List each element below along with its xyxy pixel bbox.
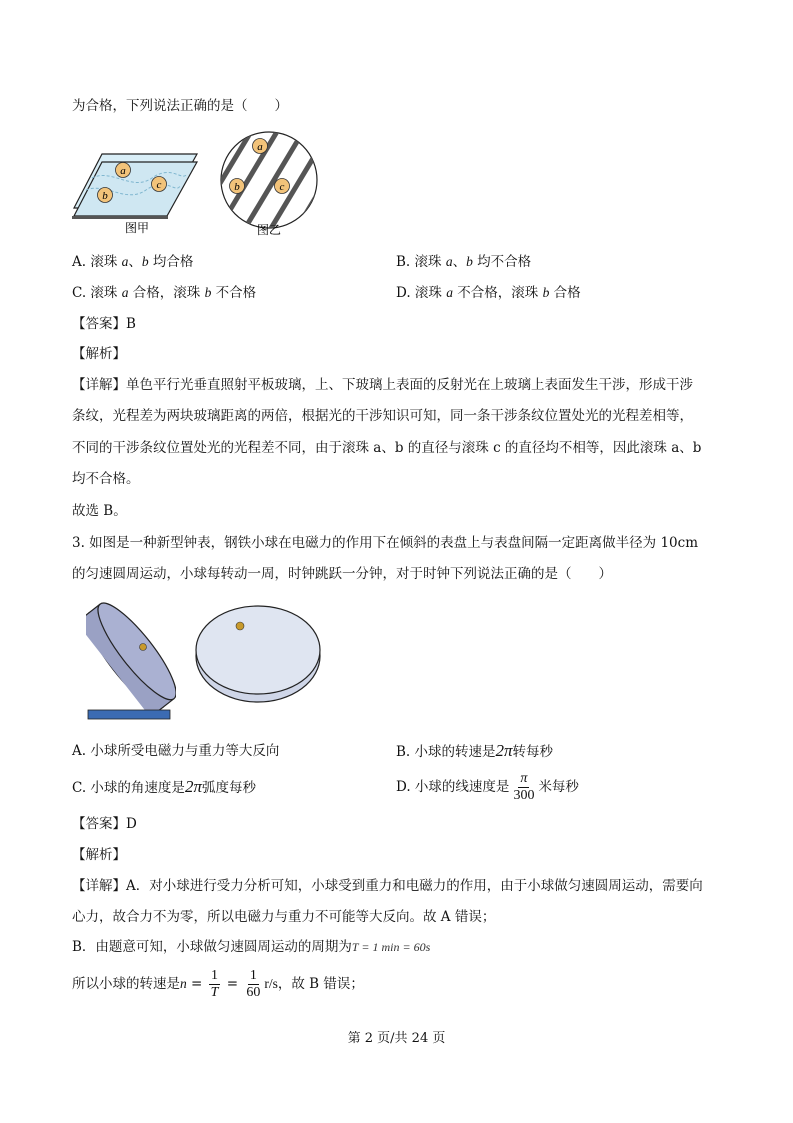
svg-text:图甲: 图甲 (124, 221, 150, 235)
figure-clock-dial (194, 604, 324, 704)
conclusion: 故选 B。 (72, 503, 127, 519)
svg-text:c: c (156, 179, 162, 191)
page-footer: 第 2 页/共 24 页 (347, 1031, 446, 1046)
svg-text:b: b (234, 181, 240, 193)
detail-line: 不同的干涉条纹位置处光的光程差不同，由于滚珠 a、b 的直径与滚珠 c 的直径均不相等，因此滚珠 a、b (72, 440, 702, 456)
svg-text:b: b (102, 190, 108, 202)
analysis-label: 【解析】 (72, 847, 126, 863)
detail-line: 【详解】单色平行光垂直照射平板玻璃，上、下玻璃上表面的反射光在上玻璃上表面发生干涉，形成干涉 (72, 377, 693, 393)
svg-text:a: a (120, 165, 126, 177)
svg-text:a: a (257, 141, 263, 153)
detail-line: 心力，故合力不为零，所以电磁力与重力不可能等大反向。故 A 错误； (72, 909, 496, 925)
analysis-label: 【解析】 (72, 346, 126, 362)
option-b: B. 滚珠 a、b 均不合格 (396, 254, 532, 270)
svg-text:c: c (279, 181, 285, 193)
svg-text:图乙: 图乙 (256, 223, 282, 237)
detail-line: 均不合格。 (72, 471, 140, 487)
option-b: B. 小球的转速是2π转每秒 (396, 741, 554, 760)
option-c: C. 滚珠 a 合格，滚珠 b 不合格 (72, 285, 257, 301)
option-a: A. 小球所受电磁力与重力等大反向 (72, 743, 280, 759)
figure-tilted-clock (86, 596, 176, 724)
question-stem: 的匀速圆周运动，小球每转动一周，时钟跳跃一分钟，对于时钟下列说法正确的是（ ） (72, 566, 612, 582)
detail-line: 所以小球的转速是n = $\frac{1}{T}$ = $\frac{1}{60}$ r/s，故 B 错误； (72, 968, 364, 1000)
option-d: D. 滚珠 a 不合格，滚珠 b 合格 (396, 285, 581, 301)
answer-label: 【答案】B (72, 316, 136, 332)
figure-glass-plates (72, 148, 202, 236)
detail-line: 条纹，光程差为两块玻璃距离的两倍，根据光的干涉知识可知，同一条干涉条纹位置处光的光程差相等， (72, 408, 693, 424)
option-c: C. 小球的角速度是2π弧度每秒 (72, 777, 256, 796)
option-a: A. 滚珠 a、b 均合格 (72, 254, 194, 270)
detail-line: B．由题意可知，小球做匀速圆周运动的周期为T = 1 min = 60s (72, 939, 431, 955)
question-stem: 3. 如图是一种新型钟表，钢铁小球在电磁力的作用下在倾斜的表盘上与表盘间隔一定距离做半径为 10cm (72, 535, 699, 551)
detail-line: 【详解】A．对小球进行受力分析可知，小球受到重力和电磁力的作用，由于小球做匀速圆周运动，需要向 (72, 878, 703, 894)
option-d: D. 小球的线速度是 $\frac{\pi}{300}$ 米每秒 (396, 771, 579, 803)
answer-label: 【答案】D (72, 816, 137, 832)
figure-interference-fringes (218, 130, 328, 238)
question-intro: 为合格，下列说法正确的是（ ） (72, 98, 288, 114)
